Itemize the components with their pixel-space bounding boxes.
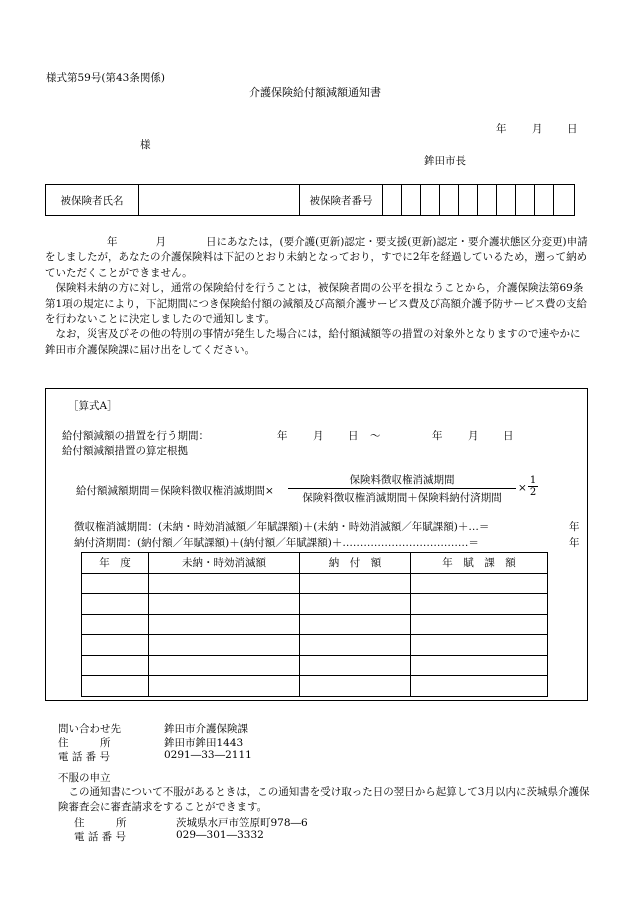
insured-name-label: 被保険者氏名 xyxy=(46,185,139,216)
objection-phone-value: 029―301―3332 xyxy=(176,829,264,841)
half-numerator: 1 xyxy=(529,475,537,486)
insured-number-digit[interactable] xyxy=(516,185,535,216)
from-day-label: 日 xyxy=(348,430,359,442)
paid-period-definition: 納付済期間：(納付額／年賦課額)＋(納付額／年賦課額)＋………………………………＝ xyxy=(74,537,479,549)
half-fraction xyxy=(520,475,538,498)
address-value: 鉾田市鉾田1443 xyxy=(164,737,244,749)
header-paid-amount: 納 付 額 xyxy=(300,553,411,574)
insured-number-digit[interactable] xyxy=(440,185,459,216)
formula-left: 給付額減額期間＝保険料徴収権消滅期間× xyxy=(76,485,274,497)
addressee-suffix: 様 xyxy=(140,139,151,151)
application-year-label: 年 xyxy=(107,236,118,248)
insured-number-digit[interactable] xyxy=(554,185,575,216)
notice-body xyxy=(45,235,590,358)
date-day-label: 日 xyxy=(567,123,578,135)
insured-number-digit[interactable] xyxy=(535,185,554,216)
insured-number-digit[interactable] xyxy=(421,185,440,216)
formula-fraction xyxy=(288,472,516,505)
to-year-label: 年 xyxy=(432,430,443,442)
document-title: 介護保険給付額減額通知書 xyxy=(249,86,381,99)
objection-text: この通知書について不服があるときは，この通知書を受け取った日の翌日から起算して3月以内に茨城県介護保険審査会に審査請求をすることができます。 xyxy=(58,786,590,813)
insured-info-table xyxy=(45,184,575,216)
table-row xyxy=(82,655,548,676)
insured-number-digit[interactable] xyxy=(459,185,478,216)
insured-number-digit[interactable] xyxy=(497,185,516,216)
extinction-period-definition: 徴収権消滅期間：(未納・時効消滅額／年賦課額)＋(未納・時効消滅額／年賦課額)＋…＝ xyxy=(74,521,490,533)
extinction-year-unit: 年 xyxy=(569,521,580,533)
times-sign: × xyxy=(518,482,527,494)
objection-address-label: 住 所 xyxy=(74,817,127,829)
table-row xyxy=(82,635,548,656)
issuer-name: 鉾田市長 xyxy=(424,155,466,167)
objection-title: 不服の申立 xyxy=(58,772,111,784)
period-label: 給付額減額の措置を行う期間： xyxy=(62,430,209,442)
basis-label: 給付額減額措置の算定根拠 xyxy=(62,445,188,457)
paragraph-2: 保険料未納の方に対し，通常の保険給付を行うことは，被保険者間の公平を損なうことから，介護保険法第69条第1項の規定により，下記期間につき保険給付額の減額及び高額介護サービス費及び高額介護予防サービス費の支給を行わないことに決定しましたので通知します。 xyxy=(45,282,587,326)
insured-name-cell[interactable] xyxy=(139,185,300,216)
paragraph-1: 日にあなたは，(要介護(更新)認定・要支援(更新)認定・要介護状態区分変更)申請をしましたが，あなたの介護保険料は下記のとおり未納となっており，すでに2年を経過しているため，遡って納めていただくことができません。 xyxy=(45,236,588,279)
date-month-label: 月 xyxy=(532,123,543,135)
insured-number-digit[interactable] xyxy=(383,185,402,216)
yearly-table-header xyxy=(82,553,548,574)
period-tilde: ～ xyxy=(370,430,381,442)
to-month-label: 月 xyxy=(468,430,479,442)
phone-label: 電 話 番 号 xyxy=(58,751,111,763)
table-row xyxy=(82,594,548,615)
fraction-numerator: 保険料徴収権消滅期間 xyxy=(288,472,516,489)
inquiry-label: 問い合わせ先 xyxy=(58,723,121,735)
application-month-label: 月 xyxy=(155,236,166,248)
form-number: 様式第59号(第43条関係) xyxy=(46,72,165,84)
paid-year-unit: 年 xyxy=(569,537,580,549)
objection-body xyxy=(58,785,593,814)
date-year-label: 年 xyxy=(496,123,507,135)
table-row xyxy=(82,573,548,594)
table-row xyxy=(82,614,548,635)
calculation-tag: ［算式A］ xyxy=(68,400,118,412)
address-label: 住 所 xyxy=(58,737,111,749)
objection-address-value: 茨城県水戸市笠原町978―6 xyxy=(176,817,308,829)
fraction-denominator: 保険料徴収権消滅期間＋保険料納付済期間 xyxy=(302,492,502,504)
insured-number-label: 被保険者番号 xyxy=(300,185,383,216)
from-year-label: 年 xyxy=(277,430,288,442)
header-fiscal-year: 年 度 xyxy=(82,553,149,574)
from-month-label: 月 xyxy=(313,430,324,442)
insured-number-digit[interactable] xyxy=(402,185,421,216)
paragraph-3: なお，災害及びその他の特別の事情が発生した場合には，給付額減額等の措置の対象外となりますので速やかに鉾田市介護保険課に届け出をしてください。 xyxy=(45,328,581,356)
phone-value: 0291―33―2111 xyxy=(164,749,252,761)
half-denominator: 2 xyxy=(529,487,537,498)
to-day-label: 日 xyxy=(503,430,514,442)
yearly-table xyxy=(81,552,548,697)
objection-phone-label: 電 話 番 号 xyxy=(74,831,127,843)
header-unpaid-amount: 未納・時効消滅額 xyxy=(149,553,300,574)
insured-number-digit[interactable] xyxy=(478,185,497,216)
inquiry-value: 鉾田市介護保険課 xyxy=(164,723,248,735)
table-row xyxy=(82,676,548,697)
header-annual-levy: 年 賦 課 額 xyxy=(411,553,548,574)
